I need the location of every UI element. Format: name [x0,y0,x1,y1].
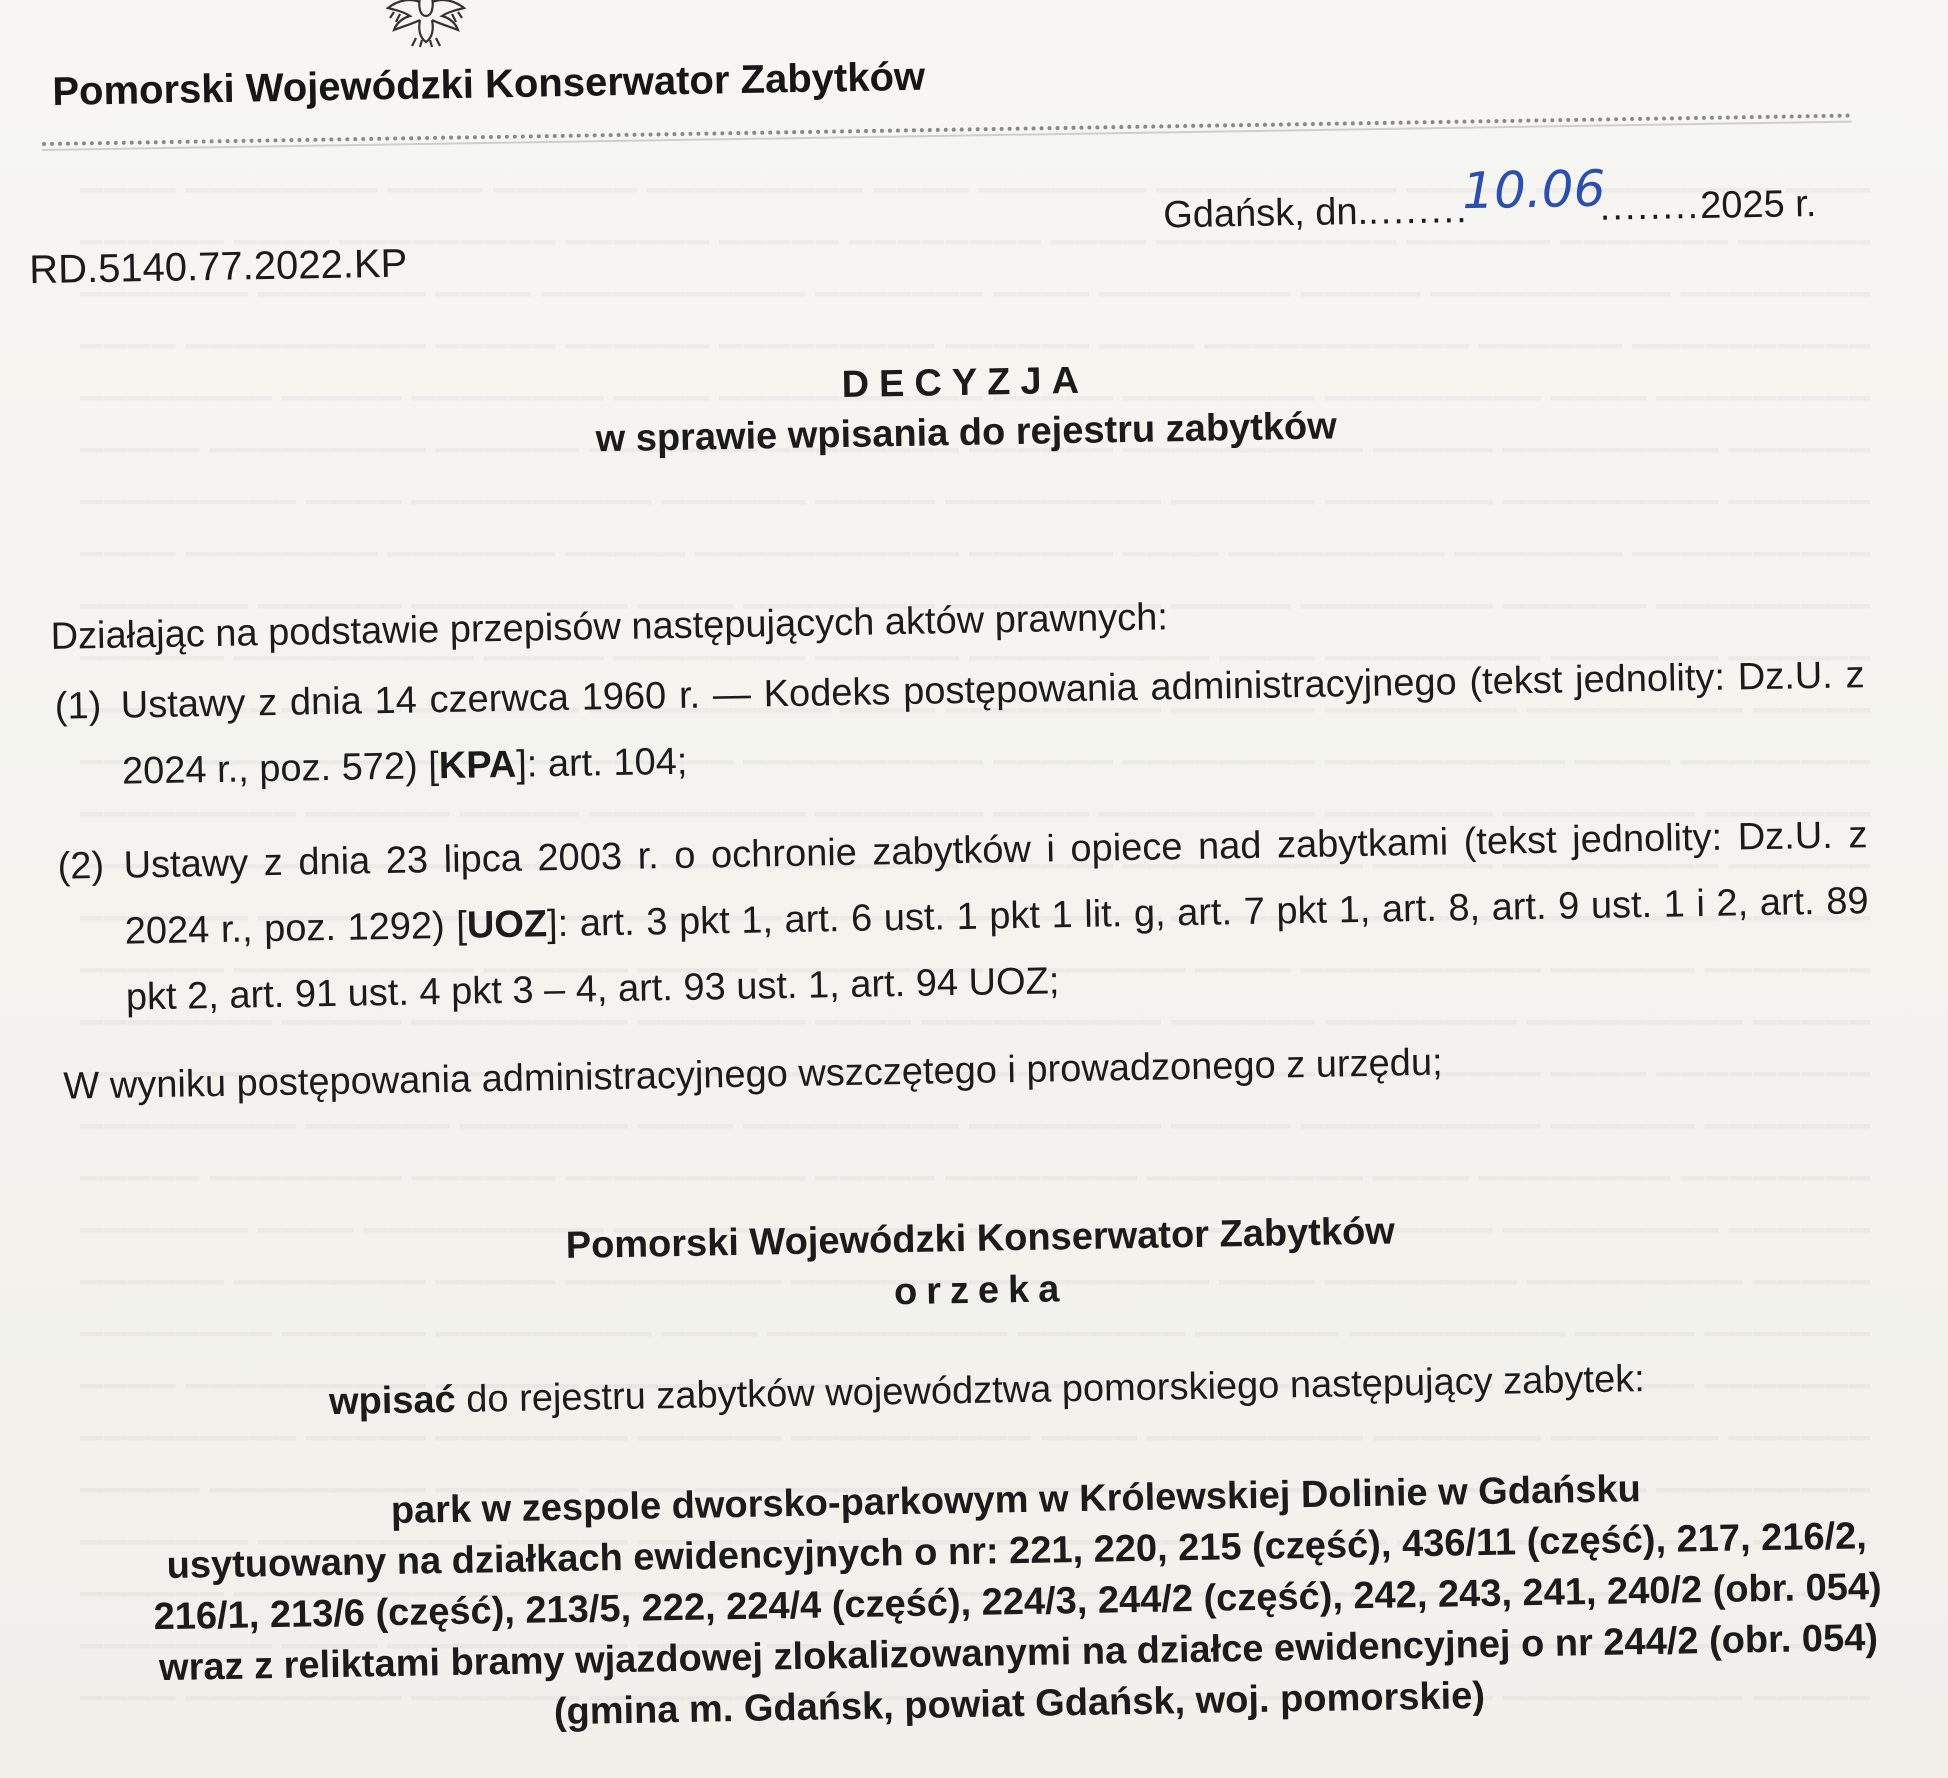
legal-basis-text-before: Ustawy z dnia 23 lipca 2003 r. o ochronie zabytków i opiece nad zabytkami (tekst jednolity: Dz.U. z 2024 r., poz. 1292) [ [123,814,1868,953]
monument-line: 216/1, 213/6 (część), 213/5, 222, 224/4 (część), 224/3, 244/2 (część), 242, 243, 241, 240/2 (obr. 054) [153,1566,1882,1639]
legal-basis-item [54,642,1866,806]
monument-line: usytuowany na działkach ewidencyjnych o nr: 221, 220, 215 (część), 436/11 (część), 217, 216/2, [166,1515,1868,1587]
legal-basis-abbr: KPA [438,743,517,788]
year-suffix: 2025 r. [1699,182,1817,227]
resolution-verb: wpisać [328,1378,457,1424]
proceedings-statement: W wyniku postępowania administracyjnego wszczętego i prowadzonego z urzędu; [63,1041,1443,1108]
legal-basis-number: (1) [54,684,102,728]
legal-basis-text-before: Ustawy z dnia 14 czerwca 1960 r. — Kodeks postępowania administracyjnego (tekst jednolity: Dz.U. z 2024 r., poz. 572) [ [120,654,1865,793]
legal-basis-text-after: ]: art. 3 pkt 1, art. 6 ust. 1 pkt 1 lit. g, art. 7 pkt 1, art. 8, art. 9 ust. 1 i 2, art. 89 pkt 2, art. 91 ust. 4 pkt 3 – 4, art. 93 ust. 1, art. 94 UOZ; [125,880,1869,1019]
monument-description [131,1460,1905,1746]
monument-line: wraz z reliktami bramy wjazdowej zlokalizowanymi na działce ewidencyjnej o nr 244/2 (obr. 054) [158,1617,1879,1690]
case-number: RD.5140.77.2022.KP [28,241,408,293]
legal-basis-text [120,642,1866,804]
legal-basis-number: (2) [57,844,105,888]
document-subtitle: w sprawie wpisania do rejestru zabytków [595,405,1338,461]
date-dots-before: ........ [1367,189,1469,233]
monument-line: park w zespole dworsko-parkowym w Królewskiej Dolinie w Gdańsku [390,1468,1642,1533]
ruling-verb: orzeka [893,1268,1069,1314]
resolution-text: do rejestru zabytków województwa pomorskiego następujący zabytek: [455,1358,1646,1421]
date-dots-after: ........ [1599,184,1701,229]
monument-line: (gmina m. Gdańsk, powiat Gdańsk, woj. pomorskie) [553,1674,1486,1734]
legal-basis-text-after: ]: art. 104; [515,740,688,786]
ruling-resolution [329,1358,1645,1424]
legal-basis-intro: Działając na podstawie przepisów następujących aktów prawnych: [50,596,1169,658]
legal-basis-abbr: UOZ [466,903,548,947]
ruling-authority: Pomorski Wojewódzki Konserwator Zabytków [565,1210,1396,1267]
legal-basis-text [123,802,1870,1030]
legal-basis-item [57,802,1870,1032]
place-and-date [1162,159,1817,239]
place-prefix: Gdańsk, dn. [1162,190,1369,237]
document-title: DECYZJA [841,359,1090,406]
office-name-header: Pomorski Wojewódzki Konserwator Zabytków [52,54,926,114]
handwritten-date: 10.06 [1461,159,1606,221]
